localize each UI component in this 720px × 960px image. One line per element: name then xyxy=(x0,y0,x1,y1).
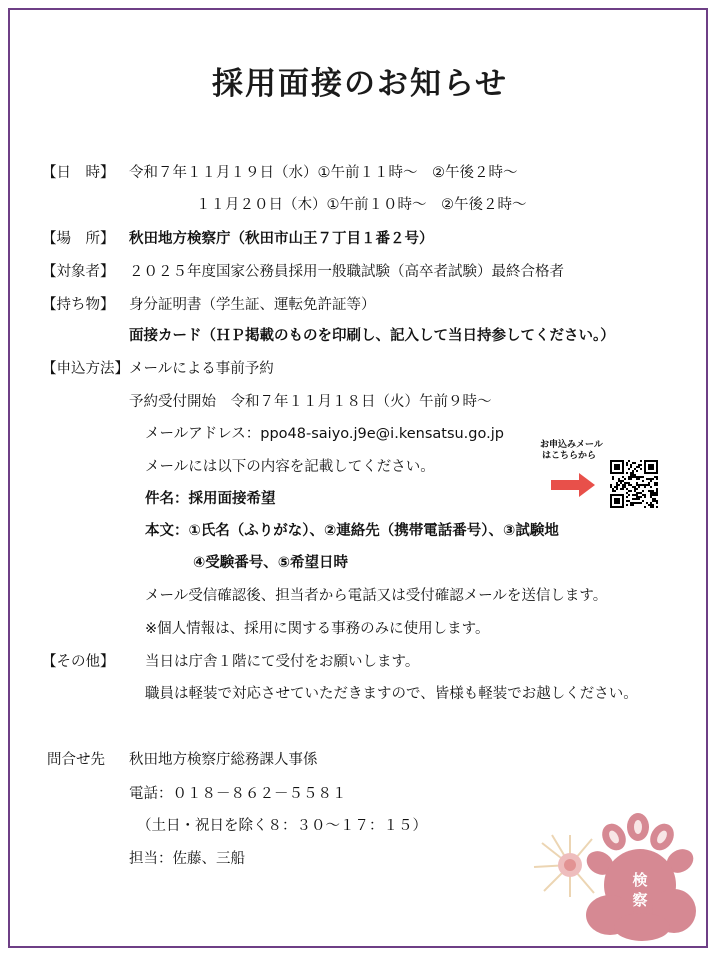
other-line2: 職員は軽装で対応させていただきますので、皆様も軽装でお越しください。 xyxy=(145,686,638,702)
label-belongings: 【持ち物】 xyxy=(42,297,115,313)
label-datetime: 【日 時】 xyxy=(42,165,115,181)
apply-instruction: メールには以下の内容を記載してください。 xyxy=(145,459,435,475)
right-arrow-icon xyxy=(551,473,595,497)
belongings-line1: 身分証明書（学生証、運転免許証等） xyxy=(129,297,376,313)
label-apply: 【申込方法】 xyxy=(42,361,129,377)
page-title: 採用面接のお知らせ xyxy=(211,66,509,102)
emblem-char-2: 察 xyxy=(632,891,648,909)
contact-phone: 電話：０１８－８６２－５５８１ xyxy=(129,786,347,802)
contact-dept: 秋田地方検察庁総務課人事係 xyxy=(129,752,318,768)
qr-code-icon[interactable] xyxy=(610,460,658,508)
belongings-line2: 面接カード（ＨＰ掲載のものを印刷し、記入して当日持参してください。） xyxy=(129,328,615,344)
apply-body-line2: ④受験番号、⑤希望日時 xyxy=(193,555,349,571)
apply-subject: 件名：採用面接希望 xyxy=(145,491,276,507)
qr-caption-line2: はこちらから xyxy=(542,451,597,461)
target-value: ２０２５年度国家公務員採用一般職試験（高卒者試験）最終合格者 xyxy=(129,264,564,280)
prosecutor-emblem-icon xyxy=(530,805,702,945)
other-line1: 当日は庁舎１階にて受付をお願いします。 xyxy=(145,654,420,670)
apply-method: メールによる事前予約 xyxy=(129,361,274,377)
contact-hours: （土日・祝日を除く８：３０～１７：１５） xyxy=(137,818,427,834)
label-place: 【場 所】 xyxy=(42,231,115,247)
place-value: 秋田地方検察庁（秋田市山王７丁目１番２号） xyxy=(129,231,434,247)
apply-email[interactable]: メールアドレス：ppo48-saiyo.j9e@i.kensatsu.go.jp xyxy=(145,426,504,442)
contact-staff: 担当：佐藤、三船 xyxy=(129,851,245,867)
qr-caption-line1: お申込みメール xyxy=(540,440,603,450)
datetime-line1: 令和７年１１月１９日（水）①午前１１時～ ②午後２時～ xyxy=(129,165,518,181)
apply-privacy: ※個人情報は、採用に関する事務のみに使用します。 xyxy=(145,621,490,637)
emblem-char-1: 検 xyxy=(632,871,648,889)
qr-caption xyxy=(540,440,603,462)
apply-confirm: メール受信確認後、担当者から電話又は受付確認メールを送信します。 xyxy=(145,588,608,604)
apply-body-line1: 本文：①氏名（ふりがな）、②連絡先（携帯電話番号）、③試験地 xyxy=(145,523,559,539)
label-contact: 問合せ先 xyxy=(47,752,105,768)
label-other: 【その他】 xyxy=(42,654,115,670)
label-target: 【対象者】 xyxy=(42,264,115,280)
datetime-line2: １１月２０日（木）①午前１０時～ ②午後２時～ xyxy=(196,197,527,213)
apply-start: 予約受付開始 令和７年１１月１８日（火）午前９時～ xyxy=(129,394,492,410)
